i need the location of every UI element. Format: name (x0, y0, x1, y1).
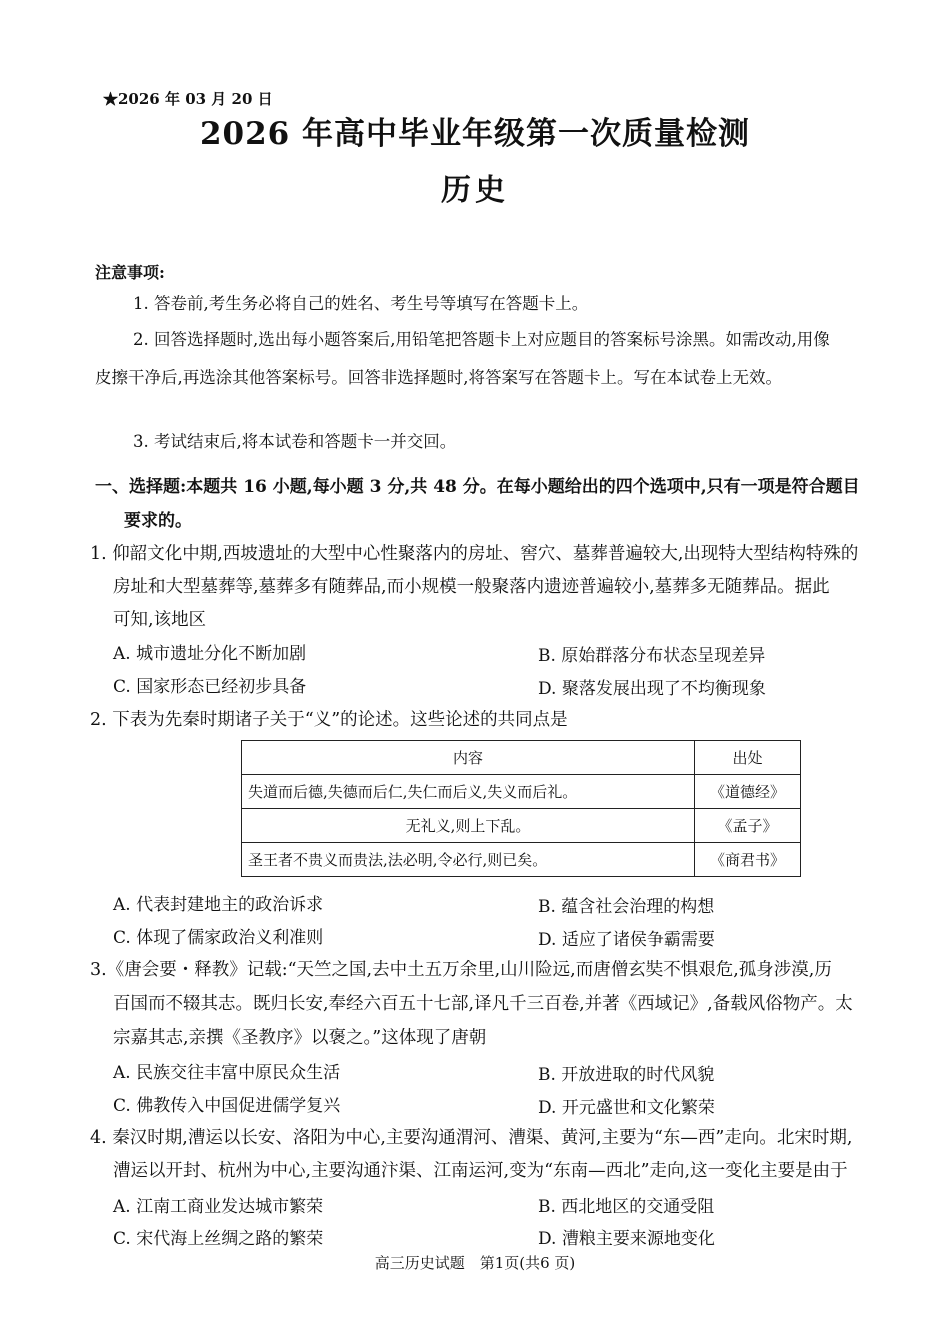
q4-option-b: B. 西北地区的交通受阻 (538, 1197, 715, 1217)
q4-option-a: A. 江南工商业发达城市繁荣 (113, 1197, 324, 1217)
exam-subject: 历史 (441, 173, 509, 208)
q2-source-table (241, 740, 801, 877)
exam-title: 2026 年高中毕业年级第一次质量检测 (199, 116, 751, 152)
q3-option-b: B. 开放进取的时代风貌 (538, 1065, 715, 1085)
page-footer: 高三历史试题 第1页(共6 页) (374, 1254, 576, 1272)
table-header-content: 内容 (242, 741, 695, 775)
q4-option-d: D. 漕粮主要来源地变化 (538, 1229, 715, 1249)
table-row (242, 809, 801, 843)
q4-option-c: C. 宋代海上丝绸之路的繁荣 (113, 1229, 324, 1249)
section-heading-line-2: 要求的。 (124, 511, 192, 531)
q1-stem-line-1: 1. 仰韶文化中期,西坡遗址的大型中心性聚落内的房址、窖穴、墓葬普遍较大,出现特大型结构特殊的 (90, 544, 859, 564)
q2-option-c: C. 体现了儒家政治义利准则 (113, 928, 324, 948)
notice-item-2-line-2: 皮擦干净后,再选涂其他答案标号。回答非选择题时,将答案写在答题卡上。写在本试卷上无效。 (95, 368, 782, 387)
table-header-source: 出处 (695, 741, 801, 775)
notice-item-2-line-1: 2. 回答选择题时,选出每小题答案后,用铅笔把答题卡上对应题目的答案标号涂黑。如需改动,用像 (133, 330, 830, 349)
q3-stem-line-3: 宗嘉其志,亲撰《圣教序》以褒之。”这体现了唐朝 (113, 1028, 487, 1048)
notice-heading: 注意事项: (95, 263, 165, 282)
table-cell-source: 《孟子》 (695, 809, 801, 843)
q3-option-d: D. 开元盛世和文化繁荣 (538, 1098, 715, 1118)
q2-option-b: B. 蕴含社会治理的构想 (538, 897, 715, 917)
table-cell-content: 失道而后德,失德而后仁,失仁而后义,失义而后礼。 (242, 775, 695, 809)
table-row (242, 843, 801, 877)
q4-stem-line-2: 漕运以开封、杭州为中心,主要沟通汴渠、江南运河,变为“东南—西北”走向,这一变化主要是由于 (113, 1161, 848, 1181)
notice-item-1: 1. 答卷前,考生务必将自己的姓名、考生号等填写在答题卡上。 (133, 294, 589, 313)
q2-option-d: D. 适应了诸侯争霸需要 (538, 930, 715, 950)
table-row (242, 775, 801, 809)
q2-option-a: A. 代表封建地主的政治诉求 (113, 895, 324, 915)
q3-option-a: A. 民族交往丰富中原民众生活 (113, 1063, 341, 1083)
q3-stem-line-1: 3.《唐会要・释教》记载:“天竺之国,去中土五万余里,山川险远,而唐僧玄奘不惧艰危,孤身涉漠,历 (90, 960, 832, 980)
q1-option-b: B. 原始群落分布状态呈现差异 (538, 646, 766, 666)
q3-option-c: C. 佛教传入中国促进儒学复兴 (113, 1096, 341, 1116)
section-heading-line-1: 一、选择题:本题共 16 小题,每小题 3 分,共 48 分。在每小题给出的四个选项中,只有一项是符合题目 (95, 477, 860, 497)
table-cell-source: 《商君书》 (695, 843, 801, 877)
q3-stem-line-2: 百国而不辍其志。既归长安,奉经六百五十七部,译凡千三百卷,并著《西域记》,备载风俗物产。太 (113, 994, 853, 1014)
table-cell-content: 无礼义,则上下乱。 (242, 809, 695, 843)
table-cell-source: 《道德经》 (695, 775, 801, 809)
table-header-row (242, 741, 801, 775)
q1-option-d: D. 聚落发展出现了不均衡现象 (538, 679, 766, 699)
q2-stem: 2. 下表为先秦时期诸子关于“义”的论述。这些论述的共同点是 (90, 710, 568, 730)
q1-stem-line-2: 房址和大型墓葬等,墓葬多有随葬品,而小规模一般聚落内遗迹普遍较小,墓葬多无随葬品。据此 (113, 577, 830, 597)
exam-date: ★2026 年 03 月 20 日 (103, 90, 273, 108)
q1-option-c: C. 国家形态已经初步具备 (113, 677, 307, 697)
table-cell-content: 圣王者不贵义而贵法,法必明,令必行,则已矣。 (242, 843, 695, 877)
q1-option-a: A. 城市遗址分化不断加剧 (113, 644, 307, 664)
q1-stem-line-3: 可知,该地区 (113, 610, 207, 630)
notice-item-3: 3. 考试结束后,将本试卷和答题卡一并交回。 (133, 432, 457, 451)
q4-stem-line-1: 4. 秦汉时期,漕运以长安、洛阳为中心,主要沟通渭河、漕渠、黄河,主要为“东—西”走向。北宋时期, (90, 1128, 853, 1148)
